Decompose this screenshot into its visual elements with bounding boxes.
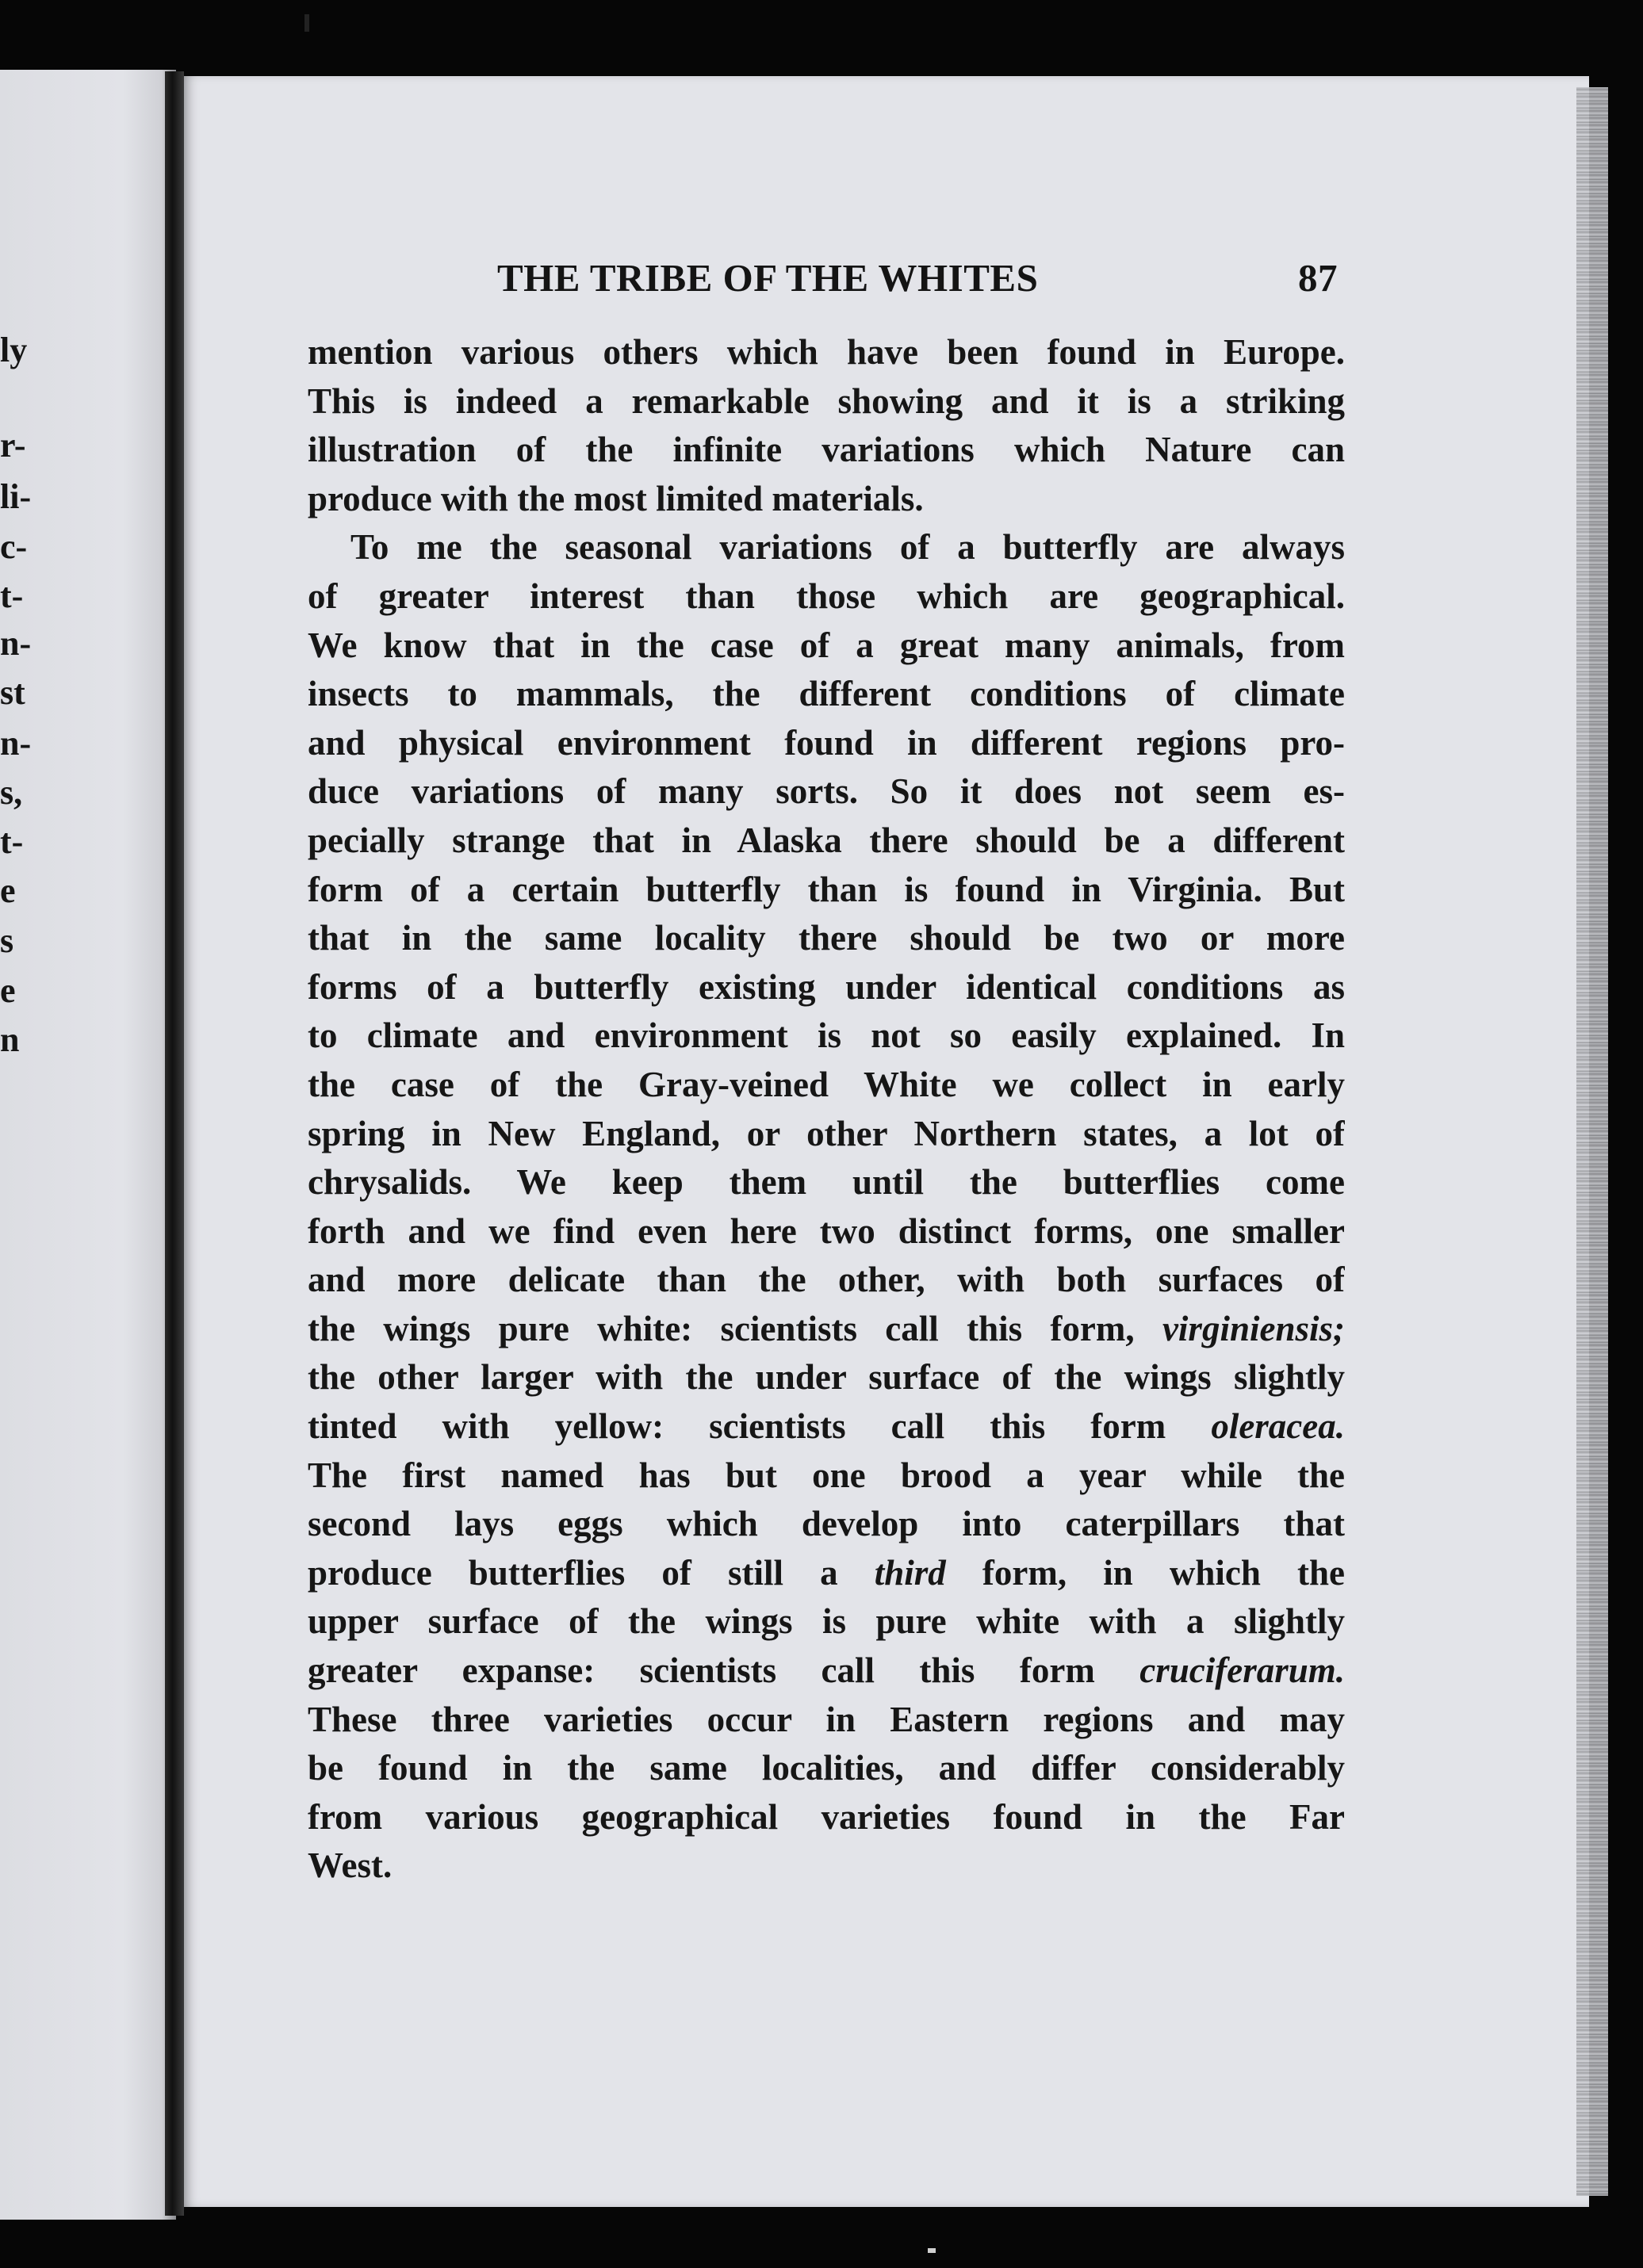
- text-segment: To me the seasonal variations of a butterfly are always: [350, 527, 1345, 568]
- text-segment: be found in the same localities, and differ considerably: [308, 1748, 1345, 1788]
- text-line: [308, 1110, 1345, 1159]
- text-segment: This is indeed a remarkable showing and it is a striking: [308, 381, 1345, 421]
- text-segment: and more delicate than the other, with both surfaces of: [308, 1260, 1345, 1300]
- text-segment: forms of a butterfly existing under identical conditions as: [308, 966, 1345, 1007]
- italic-term: third: [874, 1552, 946, 1593]
- text-line: [308, 914, 1345, 963]
- text-segment: West.: [308, 1845, 393, 1886]
- text-line: [308, 1207, 1345, 1256]
- text-line: [308, 1500, 1345, 1549]
- text-line: [308, 1061, 1345, 1110]
- text-line: [308, 1842, 1345, 1891]
- text-segment: that in the same locality there should be two or more: [308, 918, 1345, 958]
- scan-speck: [304, 14, 309, 32]
- text-segment: mention various others which have been found in Europe.: [308, 332, 1345, 372]
- previous-page-text-fragment: n: [0, 1020, 20, 1059]
- previous-page-text-fragment: n-: [0, 624, 32, 663]
- text-segment: illustration of the infinite variations which Nature can: [308, 430, 1345, 470]
- text-segment: form of a certain butterfly than is found in Virginia. But: [308, 869, 1345, 909]
- text-segment: second lays eggs which develop into caterpillars that: [308, 1504, 1345, 1544]
- previous-page-fragment: [0, 70, 176, 2220]
- text-segment: the wings pure white: scientists call this form,: [308, 1308, 1162, 1348]
- text-line: [308, 475, 1345, 524]
- text-segment: form, in which the: [945, 1552, 1345, 1593]
- text-line: [308, 1696, 1345, 1745]
- italic-term: virginiensis;: [1162, 1308, 1345, 1348]
- previous-page-text-fragment: c-: [0, 527, 28, 566]
- previous-page-text-fragment: r-: [0, 426, 26, 465]
- text-segment: forth and we find even here two distinct forms, one smaller: [308, 1210, 1345, 1251]
- text-segment: to climate and environment is not so easily explained. In: [308, 1015, 1345, 1056]
- text-line: [308, 767, 1345, 817]
- text-segment: tinted with yellow: scientists call this form: [308, 1406, 1212, 1447]
- body-text: [308, 328, 1345, 1891]
- text-segment: chrysalids. We keep them until the butterflies come: [308, 1162, 1345, 1203]
- text-line: [308, 1402, 1345, 1451]
- text-line: [308, 670, 1345, 719]
- book-gutter: [165, 71, 184, 2216]
- text-segment: upper surface of the wings is pure white with a slightly: [308, 1601, 1345, 1642]
- text-line: [308, 523, 1345, 572]
- text-segment: We know that in the case of a great many animals, from: [308, 625, 1345, 665]
- text-line: [308, 1256, 1345, 1305]
- scan-speck: [928, 2248, 936, 2253]
- text-line: [308, 1744, 1345, 1793]
- previous-page-text-fragment: t-: [0, 822, 24, 861]
- text-line: [308, 622, 1345, 671]
- text-segment: insects to mammals, the different conditions of climate: [308, 674, 1345, 714]
- text-segment: the case of the Gray-veined White we collect in early: [308, 1064, 1345, 1104]
- text-line: [308, 1451, 1345, 1501]
- text-line: [308, 572, 1345, 622]
- text-line: [308, 426, 1345, 475]
- text-line: [308, 1793, 1345, 1842]
- text-segment: the other larger with the under surface of the wings slightly: [308, 1357, 1345, 1398]
- text-line: [308, 328, 1345, 377]
- text-segment: duce variations of many sorts. So it does not seem es-: [308, 771, 1345, 812]
- text-segment: greater expanse: scientists call this form: [308, 1650, 1140, 1691]
- previous-page-text-fragment: t-: [0, 576, 24, 615]
- text-segment: of greater interest than those which are geographical.: [308, 576, 1345, 616]
- page-edge-shadow: [1576, 87, 1608, 2196]
- text-line: [308, 1549, 1345, 1598]
- text-line: [308, 963, 1345, 1012]
- text-line: [308, 1012, 1345, 1061]
- previous-page-text-fragment: ly: [0, 331, 28, 369]
- text-line: [308, 377, 1345, 426]
- text-line: [308, 1353, 1345, 1402]
- text-segment: spring in New England, or other Northern states, a lot of: [308, 1113, 1345, 1153]
- text-line: [308, 1646, 1345, 1696]
- previous-page-text-fragment: li-: [0, 477, 32, 516]
- text-line: [308, 1158, 1345, 1207]
- previous-page-text-fragment: e: [0, 971, 16, 1010]
- text-line: [308, 817, 1345, 866]
- text-line: [308, 719, 1345, 768]
- running-head: [497, 255, 1338, 303]
- text-line: [308, 866, 1345, 915]
- text-segment: and physical environment found in different regions pro-: [308, 722, 1345, 763]
- text-line: [308, 1597, 1345, 1646]
- text-segment: pecially strange that in Alaska there should be a different: [308, 820, 1345, 860]
- previous-page-text-fragment: st: [0, 673, 25, 712]
- text-segment: These three varieties occur in Eastern regions and may: [308, 1699, 1345, 1739]
- previous-page-text-fragment: s,: [0, 773, 23, 812]
- text-segment: produce with the most limited materials.: [308, 478, 924, 518]
- italic-term: cruciferarum.: [1139, 1650, 1345, 1691]
- italic-term: oleracea.: [1211, 1406, 1345, 1447]
- page-number: 87: [1298, 256, 1338, 300]
- text-segment: from various geographical varieties found in the Far: [308, 1796, 1345, 1837]
- text-segment: The first named has but one brood a year while the: [308, 1455, 1345, 1495]
- previous-page-text-fragment: s: [0, 921, 14, 960]
- text-line: [308, 1305, 1345, 1354]
- text-segment: produce butterflies of still a: [308, 1552, 875, 1593]
- previous-page-text-fragment: e: [0, 871, 16, 910]
- previous-page-text-fragment: n-: [0, 724, 32, 763]
- running-head-title: THE TRIBE OF THE WHITES: [497, 256, 1039, 300]
